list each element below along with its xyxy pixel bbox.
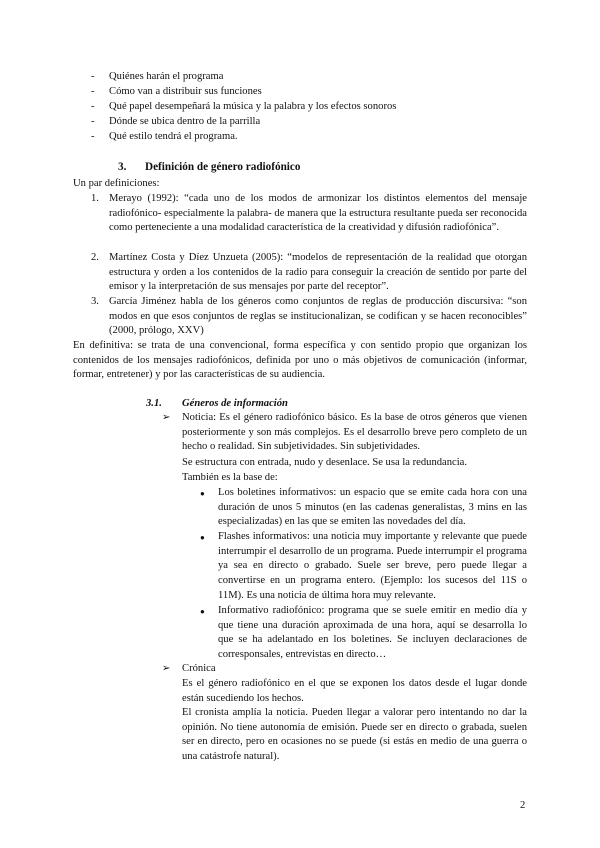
page-number: 2 <box>520 800 526 811</box>
subsection-title: Géneros de información <box>182 398 288 409</box>
section-lead: Un par definiciones: <box>73 178 160 189</box>
summary-paragraph: En definitiva: se trata de una convencional, forma específica y con sentido propio que organizan los contenidos de los mensajes radiofónicos, definida por uno o más objetivos de comunicación (informar, formar, entretener) y por las características de su audiencia. <box>73 340 527 381</box>
list-item-text: Cómo van a distribuir sus funciones <box>109 86 262 97</box>
dash-marker: - <box>91 71 95 82</box>
definition-number: 1. <box>91 193 99 204</box>
section-title: Definición de género radiofónico <box>145 161 301 173</box>
dash-marker: - <box>91 101 95 112</box>
dash-marker: - <box>91 86 95 97</box>
definition-text: Martínez Costa y Díez Unzueta (2005): “modelos de representación de la realidad que otorgan estructura y orden a los contenidos de la radio para conseguir la creación de sentido por parte del emisor y la interpretación de sus mensajes por parte del receptor”. <box>109 252 527 293</box>
round-bullet-icon: ● <box>200 533 205 542</box>
round-bullet-icon: ● <box>200 489 205 498</box>
arrow-bullet-icon: ➢ <box>162 663 171 674</box>
informativo-item: Informativo radiofónico: programa que se suele emitir en medio día y que tiene una duración aproximada de una hora, aquí se desarrolla lo que se ha adelantado en los boletines. Se incluyen declaraciones de corresponsales, entrevistas en directo… <box>218 605 527 661</box>
boletines-item: Los boletines informativos: un espacio que se emite cada hora con una duración de unos 5 minutos (en las cadenas generalistas, 3 mins en las especializadas) en las que se emiten las novedades del día. <box>218 487 527 528</box>
definition-number: 3. <box>91 296 99 307</box>
definition-text: Merayo (1992): “cada uno de los modos de armonizar los distintos elementos del mensaje radiofónico- especialmente la palabra- de manera que la estructura resultante pueda ser reconocida como perteneciente a una modalidad característica de la creatividad y difusión radiofónica”. <box>109 193 527 234</box>
list-item-text: Qué estilo tendrá el programa. <box>109 131 238 142</box>
flashes-item: Flashes informativos: una noticia muy importante y relevante que puede interrumpir el desarrollo de un programa. Puede interrumpir el programa ya sea en directo o grabado. Suele ser breve, pero puede llegar a convertirse en un programa entero. (Ejemplo: los sucesos del 11S o 11M). Es una noticia de última hora muy relevante. <box>218 531 527 601</box>
noticia-structure: Se estructura con entrada, nudo y desenlace. Se usa la redundancia. <box>182 457 468 468</box>
cronica-paragraph-2: El cronista amplía la noticia. Pueden llegar a valorar pero intentando no dar la opinión. No tiene autonomía de emisión. Puede ser en directo o grabada, suelen ser en directo, pero en ocasiones no se puede (si estás en medio de una guerra o una catástrofe natural). <box>182 707 527 763</box>
round-bullet-icon: ● <box>200 607 205 616</box>
list-item-text: Dónde se ubica dentro de la parrilla <box>109 116 261 127</box>
cronica-paragraph-1: Es el género radiofónico en el que se exponen los datos desde el lugar donde están sucediendo los hechos. <box>182 678 527 704</box>
section-number: 3. <box>118 161 127 173</box>
subsection-number: 3.1. <box>146 398 162 409</box>
noticia-paragraph: Noticia: Es el género radiofónico básico. Es la base de otros géneros que vienen posteriormente y son más complejos. Es el desarrollo breve pero completo de un hecho o realidad. Sin subjetividades. Sin subjetividades. <box>182 412 527 453</box>
definition-number: 2. <box>91 252 99 263</box>
list-item-text: Qué papel desempeñará la música y la palabra y los efectos sonoros <box>109 101 397 112</box>
cronica-title: Crónica <box>182 663 216 674</box>
dash-marker: - <box>91 116 95 127</box>
arrow-bullet-icon: ➢ <box>162 412 171 423</box>
list-item-text: Quiénes harán el programa <box>109 71 224 82</box>
definition-text: García Jiménez habla de los géneros como conjuntos de reglas de producción discursiva: “son modos en que esos conjuntos de reglas se institucionalizan, se codifican y se hacen reconocibles” (2000, prólogo, XXV) <box>109 296 527 337</box>
noticia-base-of: También es la base de: <box>182 472 278 483</box>
dash-marker: - <box>91 131 95 142</box>
